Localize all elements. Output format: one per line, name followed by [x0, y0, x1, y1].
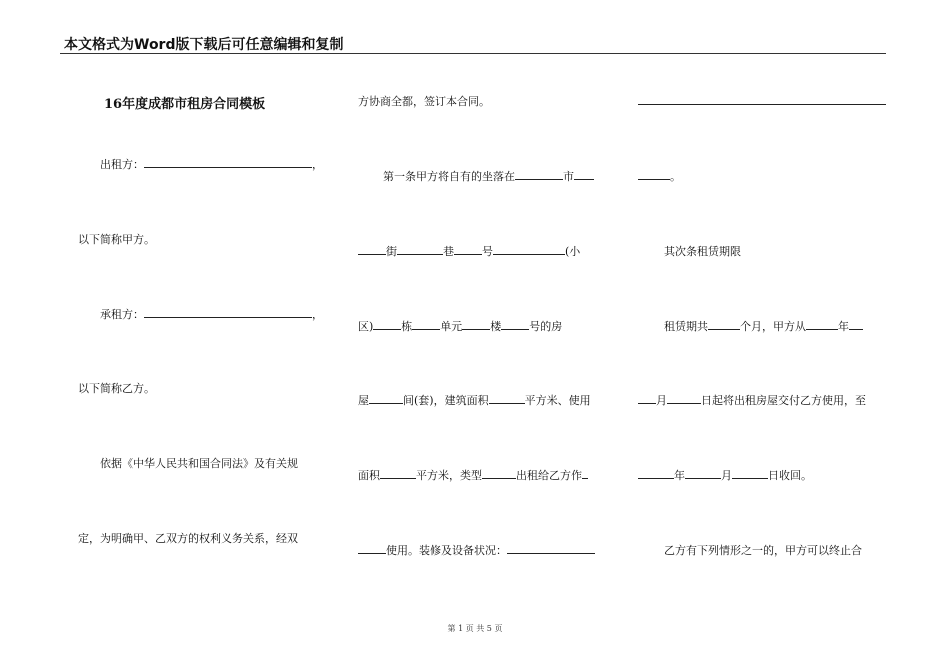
city-label: 市: [563, 170, 574, 183]
rooms-label: 间(套)，建筑面积: [403, 394, 489, 407]
col2-line-1: 方协商全都，签订本合同。: [358, 95, 490, 108]
end-year-label: 年: [674, 469, 685, 482]
start-year-label: 年: [838, 320, 849, 333]
floor-label: 楼: [490, 320, 502, 333]
address-line: [358, 243, 580, 259]
start-month-blank-start: [849, 318, 863, 330]
condition-label: 使用。装修及设备状况：: [386, 544, 507, 557]
building-blank: [373, 318, 401, 330]
floor-blank: [462, 318, 490, 330]
from-label: 个月，甲方从: [740, 320, 806, 333]
lease-to-label: 出租给乙方作: [516, 469, 582, 482]
start-month-blank: [638, 392, 656, 404]
condition-blank: [507, 542, 595, 554]
end-date-line: [638, 467, 812, 483]
col3-line-1: [638, 93, 886, 108]
lessee-short-name: 以下简称乙方。: [78, 382, 155, 395]
condition-line: [358, 542, 595, 558]
house-label: 屋: [358, 394, 369, 407]
lease-term-line: [664, 318, 863, 334]
end-month-blank: [685, 467, 721, 479]
usable-area-label: 面积: [358, 469, 380, 482]
lessor-comma: ，: [312, 158, 323, 171]
preamble-line-2: 定，为明确甲、乙双方的权利义务关系，经双: [78, 532, 298, 545]
street-label: 街: [386, 245, 397, 258]
room-blank: [501, 318, 529, 330]
document-title: 16年度成都市租房合同模板: [104, 97, 266, 112]
lessor-blank: [144, 156, 312, 168]
purpose-blank-start: [582, 467, 588, 479]
start-year-blank: [806, 318, 838, 330]
end-month-label: 月: [721, 469, 732, 482]
download-banner: 本文格式为Word版下载后可任意编辑和复制: [64, 37, 344, 53]
handover-text: 日起将出租房屋交付乙方使用，至: [701, 394, 866, 407]
lessor-short-name: 以下简称甲方。: [78, 233, 155, 246]
building-label: 栋: [401, 320, 413, 333]
period-mark: 。: [670, 170, 681, 183]
clause-1-line: [383, 168, 594, 184]
unit-blank: [412, 318, 440, 330]
lessee-comma: ，: [312, 308, 323, 321]
lessee-line: [100, 306, 323, 322]
banner-divider: [60, 53, 886, 54]
lane-label: 巷: [443, 245, 454, 258]
clause-1-text: 第一条甲方将自有的坐落在: [383, 170, 515, 183]
community-label: (小: [565, 245, 581, 258]
district-blank: [574, 168, 594, 180]
city-blank: [515, 168, 563, 180]
room-label: 号的房: [529, 320, 563, 333]
area-line: [358, 392, 591, 408]
rooms-blank: [369, 392, 403, 404]
lessor-line: [100, 156, 323, 172]
street-blank: [358, 243, 386, 255]
lessor-label: 出租方：: [100, 158, 144, 171]
lease-term-label: 租赁期共: [664, 320, 708, 333]
months-blank: [708, 318, 740, 330]
number-label: 号: [482, 245, 493, 258]
number-blank: [454, 243, 482, 255]
clause-2-heading: 其次条租赁期限: [664, 245, 741, 258]
condition-blank-end: [638, 168, 670, 180]
floor-area-label: 平方米、使用: [524, 394, 591, 407]
start-date-line: [638, 392, 866, 408]
type-label: 平方米，类型: [416, 469, 482, 482]
preamble-line-1: 依据《中华人民共和国合同法》及有关规: [100, 457, 298, 470]
col3-line-2: [638, 168, 681, 184]
condition-blank-continued: [638, 93, 886, 105]
purpose-blank: [358, 542, 386, 554]
termination-line: 乙方有下列情形之一的，甲方可以终止合: [664, 544, 862, 557]
district-close-label: 区): [358, 320, 374, 333]
lessee-blank: [144, 306, 312, 318]
end-year-blank: [638, 467, 674, 479]
recover-text: 日收回。: [768, 469, 812, 482]
start-day-blank: [667, 392, 701, 404]
usage-line: [358, 467, 588, 483]
unit-line: [358, 318, 562, 334]
unit-label: 单元: [440, 320, 463, 333]
start-month-label: 月: [656, 394, 667, 407]
end-day-blank: [732, 467, 768, 479]
type-blank: [482, 467, 516, 479]
lessee-label: 承租方：: [100, 308, 144, 321]
community-blank: [493, 243, 565, 255]
page-number: 第 1 页 共 5 页: [447, 624, 503, 633]
usable-area-blank: [380, 467, 416, 479]
lane-blank: [397, 243, 443, 255]
floor-area-blank: [489, 392, 525, 404]
